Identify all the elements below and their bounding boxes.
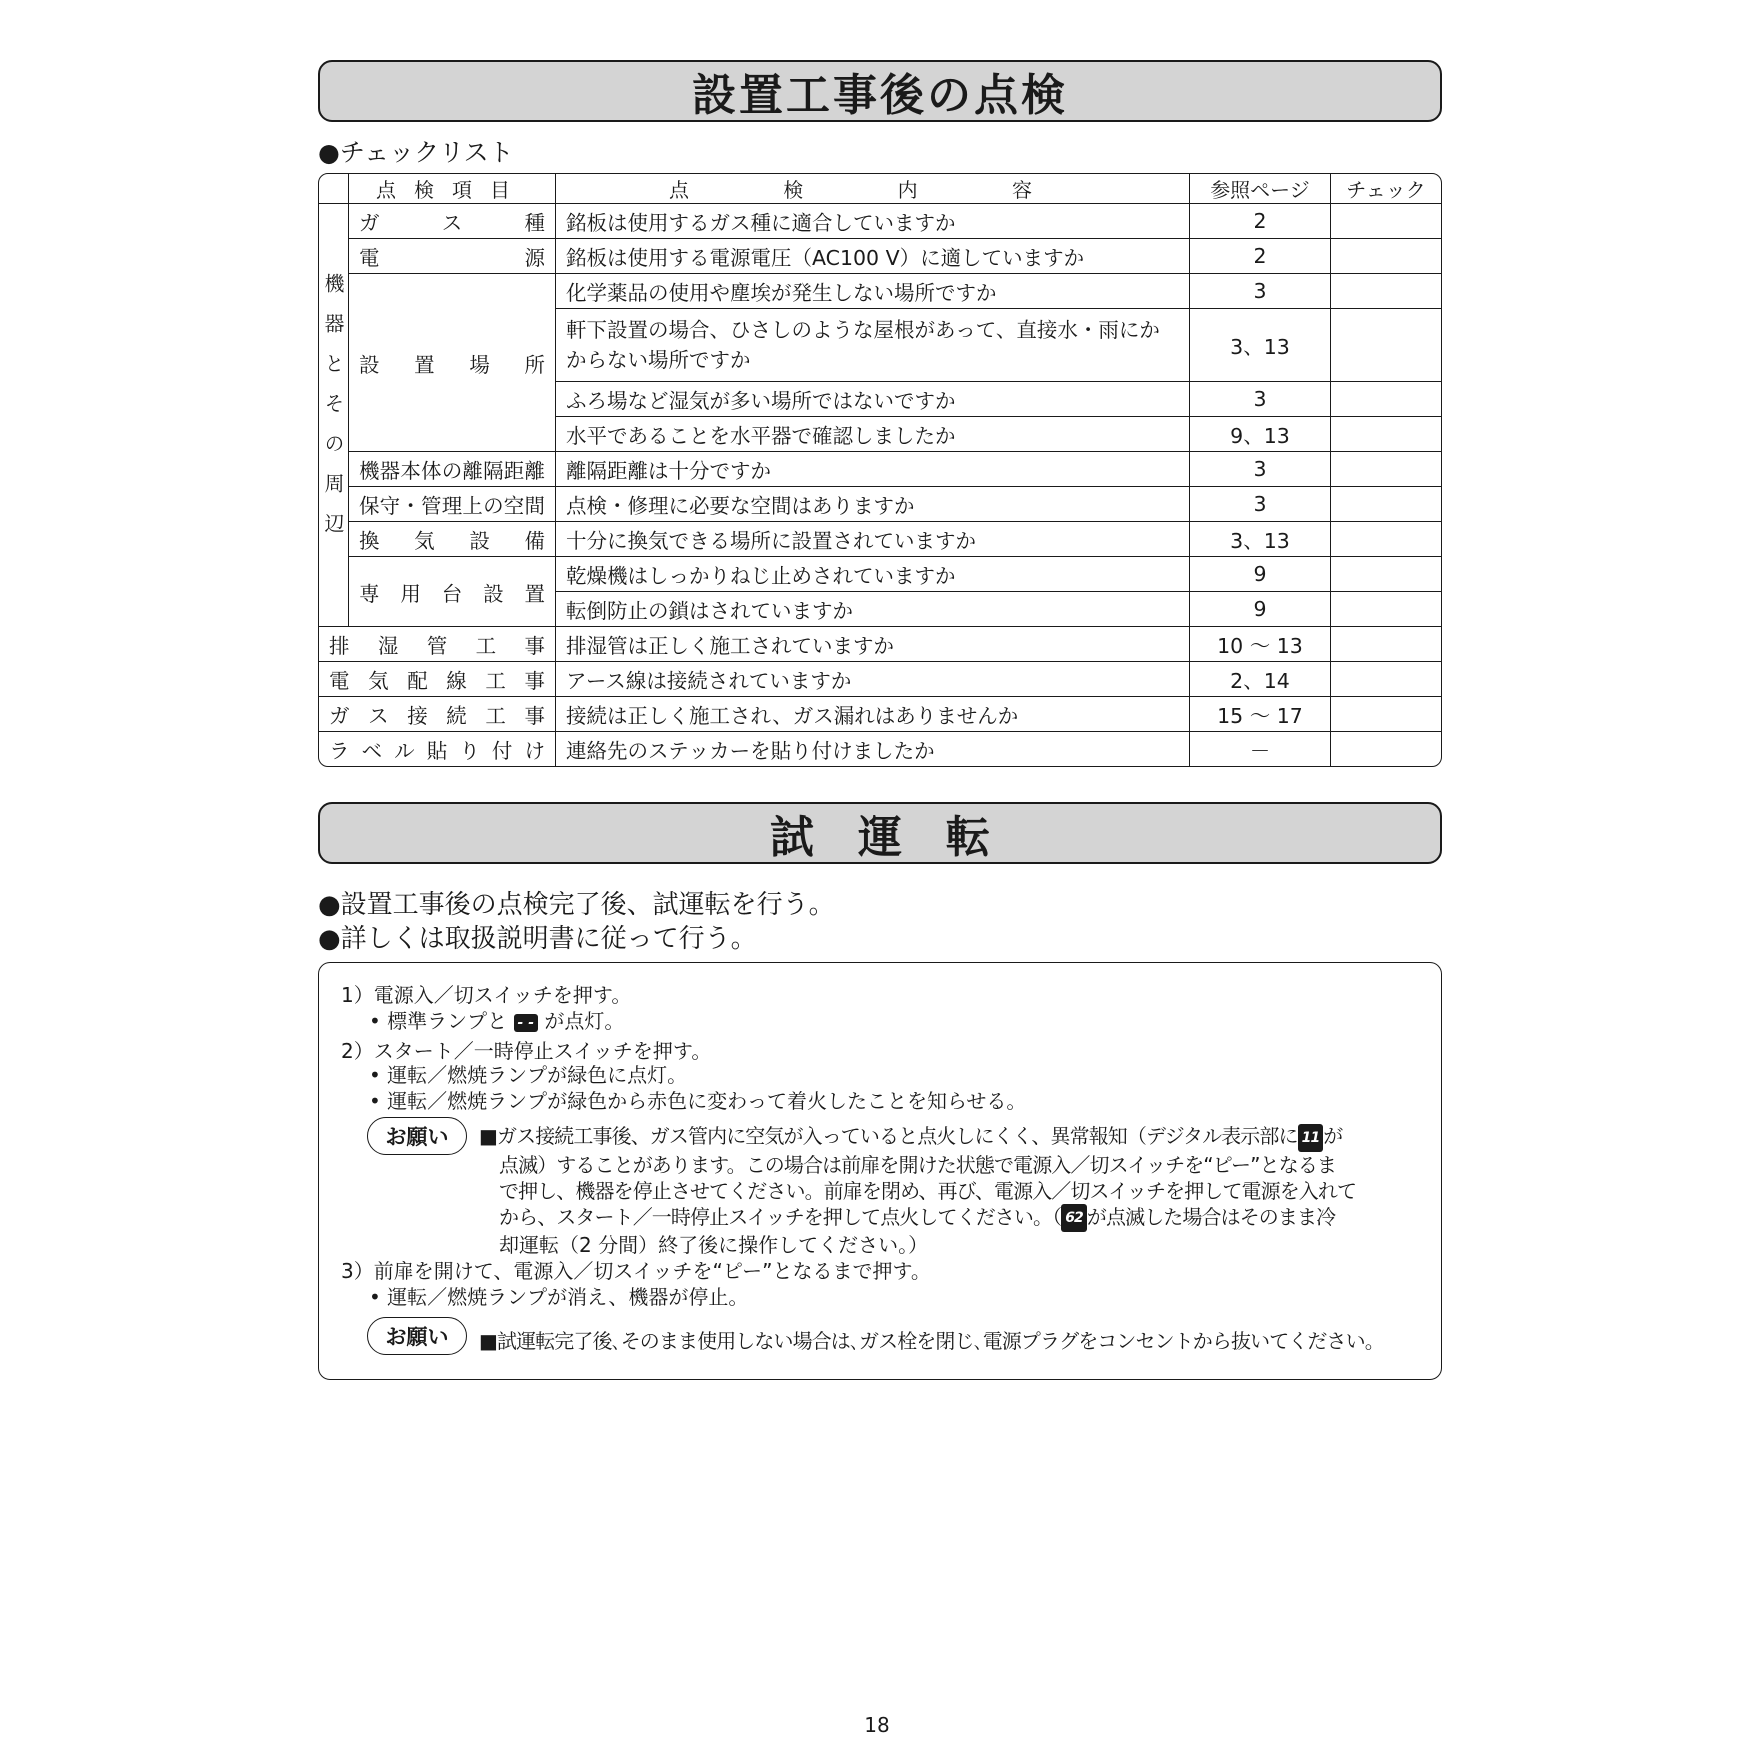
- ref-cell: 3: [1190, 382, 1331, 417]
- check-cell[interactable]: [1331, 382, 1441, 417]
- header-check: チェック: [1331, 174, 1441, 204]
- step-1: 1）電源入／切スイッチを押す。: [341, 983, 632, 1007]
- step-1-sub: • 標準ランプと - - が点灯。: [369, 1009, 625, 1033]
- ref-cell: 3、13: [1190, 309, 1331, 382]
- check-cell[interactable]: [1331, 627, 1441, 662]
- check-cell[interactable]: [1331, 557, 1441, 592]
- step-2-sub: • 運転／燃焼ランプが緑色に点灯。: [369, 1063, 688, 1087]
- ref-cell: 9、13: [1190, 417, 1331, 452]
- item-cell: 電気配線工事: [319, 662, 556, 697]
- check-cell[interactable]: [1331, 697, 1441, 732]
- content-cell: 軒下設置の場合、ひさしのような屋根があって、直接水・雨にかからない場所ですか: [556, 309, 1190, 382]
- content-cell: 銘板は使用する電源電圧（AC100 V）に適していますか: [556, 239, 1190, 274]
- content-cell: 銘板は使用するガス種に適合していますか: [556, 204, 1190, 239]
- onegai-badge: お願い: [367, 1117, 467, 1155]
- check-cell[interactable]: [1331, 204, 1441, 239]
- ref-cell: －: [1190, 732, 1331, 766]
- check-cell[interactable]: [1331, 487, 1441, 522]
- check-cell[interactable]: [1331, 522, 1441, 557]
- item-cell: 機器本体の離隔距離: [349, 452, 556, 487]
- section-title: 試運転: [770, 812, 1034, 863]
- table-row: [319, 274, 1441, 309]
- category-cell: 機器とその周辺: [319, 204, 349, 627]
- table-row: [319, 239, 1441, 274]
- table-row: [319, 452, 1441, 487]
- step-2: 2）スタート／一時停止スイッチを押す。: [341, 1039, 712, 1063]
- content-cell: 接続は正しく施工され、ガス漏れはありませんか: [556, 697, 1190, 732]
- table-row: [319, 522, 1441, 557]
- caution-note: ■ガス接続工事後、ガス管内に空気が入っていると点火しにくく、異常報知（デジタル表示部に 11 が 点滅）することがあります。この場合は前扉を開けた状態で電源入／切スイッチを“ピー”となるま で押し、機器を停止させてください。前扉を閉め、再び、電源入／切スイッチを押して電源を入れて から、スタート／一時停止スイッチを押して点火してください。（ 62 が点滅した場合はそのまま冷 却運転（2 分間）終了後に操作してください。）: [479, 1124, 1357, 1257]
- digital-display-icon: 11: [1298, 1124, 1324, 1152]
- check-cell[interactable]: [1331, 239, 1441, 274]
- table-row: [319, 732, 1441, 766]
- ref-cell: 3: [1190, 274, 1331, 309]
- onegai-badge: お願い: [367, 1317, 467, 1355]
- table-row: [319, 697, 1441, 732]
- header-ref: 参照ページ: [1190, 174, 1331, 204]
- caution-note: ■試運転完了後､そのまま使用しない場合は､ガス栓を閉じ､電源プラグをコンセントから抜いてください。: [479, 1329, 1384, 1353]
- ref-cell: 15 ～ 17: [1190, 697, 1331, 732]
- check-cell[interactable]: [1331, 417, 1441, 452]
- intro-bullet: ●詳しくは取扱説明書に従って行う。: [318, 924, 757, 954]
- ref-cell: 9: [1190, 557, 1331, 592]
- content-cell: 点検・修理に必要な空間はありますか: [556, 487, 1190, 522]
- check-cell[interactable]: [1331, 732, 1441, 766]
- content-cell: 十分に換気できる場所に設置されていますか: [556, 522, 1190, 557]
- content-cell: 排湿管は正しく施工されていますか: [556, 627, 1190, 662]
- intro-bullet: ●設置工事後の点検完了後、試運転を行う。: [318, 890, 835, 920]
- table-row: [319, 662, 1441, 697]
- step-3-sub: • 運転／燃焼ランプが消え、機器が停止。: [369, 1285, 749, 1309]
- ref-cell: 3: [1190, 487, 1331, 522]
- step-3: 3）前扉を開けて、電源入／切スイッチを“ピー”となるまで押す。: [341, 1259, 931, 1283]
- ref-cell: 3、13: [1190, 522, 1331, 557]
- section-banner-inspection: [318, 60, 1442, 122]
- item-cell: 電源: [349, 239, 556, 274]
- item-cell: 換気設備: [349, 522, 556, 557]
- table-header-row: [319, 174, 1441, 204]
- content-cell: 化学薬品の使用や塵埃が発生しない場所ですか: [556, 274, 1190, 309]
- section-title: 設置工事後の点検: [692, 70, 1068, 121]
- page-number: 18: [864, 1713, 890, 1737]
- table-row: [319, 487, 1441, 522]
- ref-cell: 2: [1190, 239, 1331, 274]
- step-2-sub: • 運転／燃焼ランプが緑色から赤色に変わって着火したことを知らせる。: [369, 1089, 1027, 1113]
- ref-cell: 10 ～ 13: [1190, 627, 1331, 662]
- item-cell: ガス種: [349, 204, 556, 239]
- header-item: 点検項目: [349, 174, 556, 204]
- item-cell: 設置場所: [349, 274, 556, 452]
- table-row: [319, 204, 1441, 239]
- ref-cell: 2、14: [1190, 662, 1331, 697]
- item-cell: ガス接続工事: [319, 697, 556, 732]
- content-cell: ふろ場など湿気が多い場所ではないですか: [556, 382, 1190, 417]
- item-cell: 保守・管理上の空間: [349, 487, 556, 522]
- item-cell: 専用台設置: [349, 557, 556, 627]
- section-banner-test-run: [318, 802, 1442, 864]
- table-row: [319, 557, 1441, 592]
- procedure-box: [318, 962, 1442, 1380]
- ref-cell: 3: [1190, 452, 1331, 487]
- item-cell: ラベル貼り付け: [319, 732, 556, 766]
- check-cell[interactable]: [1331, 309, 1441, 382]
- checklist-table: [318, 173, 1442, 767]
- header-content: 点 検 内 容: [556, 174, 1190, 204]
- check-cell[interactable]: [1331, 452, 1441, 487]
- check-cell[interactable]: [1331, 592, 1441, 627]
- content-cell: 転倒防止の鎖はされていますか: [556, 592, 1190, 627]
- content-cell: 水平であることを水平器で確認しましたか: [556, 417, 1190, 452]
- checklist-label: ●チェックリスト: [318, 138, 514, 167]
- digital-display-icon: 62: [1061, 1204, 1087, 1232]
- content-cell: 乾燥機はしっかりねじ止めされていますか: [556, 557, 1190, 592]
- ref-cell: 2: [1190, 204, 1331, 239]
- ref-cell: 9: [1190, 592, 1331, 627]
- digital-display-icon: - -: [514, 1014, 539, 1032]
- check-cell[interactable]: [1331, 274, 1441, 309]
- content-cell: アース線は接続されていますか: [556, 662, 1190, 697]
- check-cell[interactable]: [1331, 662, 1441, 697]
- item-cell: 排湿管工事: [319, 627, 556, 662]
- content-cell: 連絡先のステッカーを貼り付けましたか: [556, 732, 1190, 766]
- table-row: [319, 627, 1441, 662]
- content-cell: 離隔距離は十分ですか: [556, 452, 1190, 487]
